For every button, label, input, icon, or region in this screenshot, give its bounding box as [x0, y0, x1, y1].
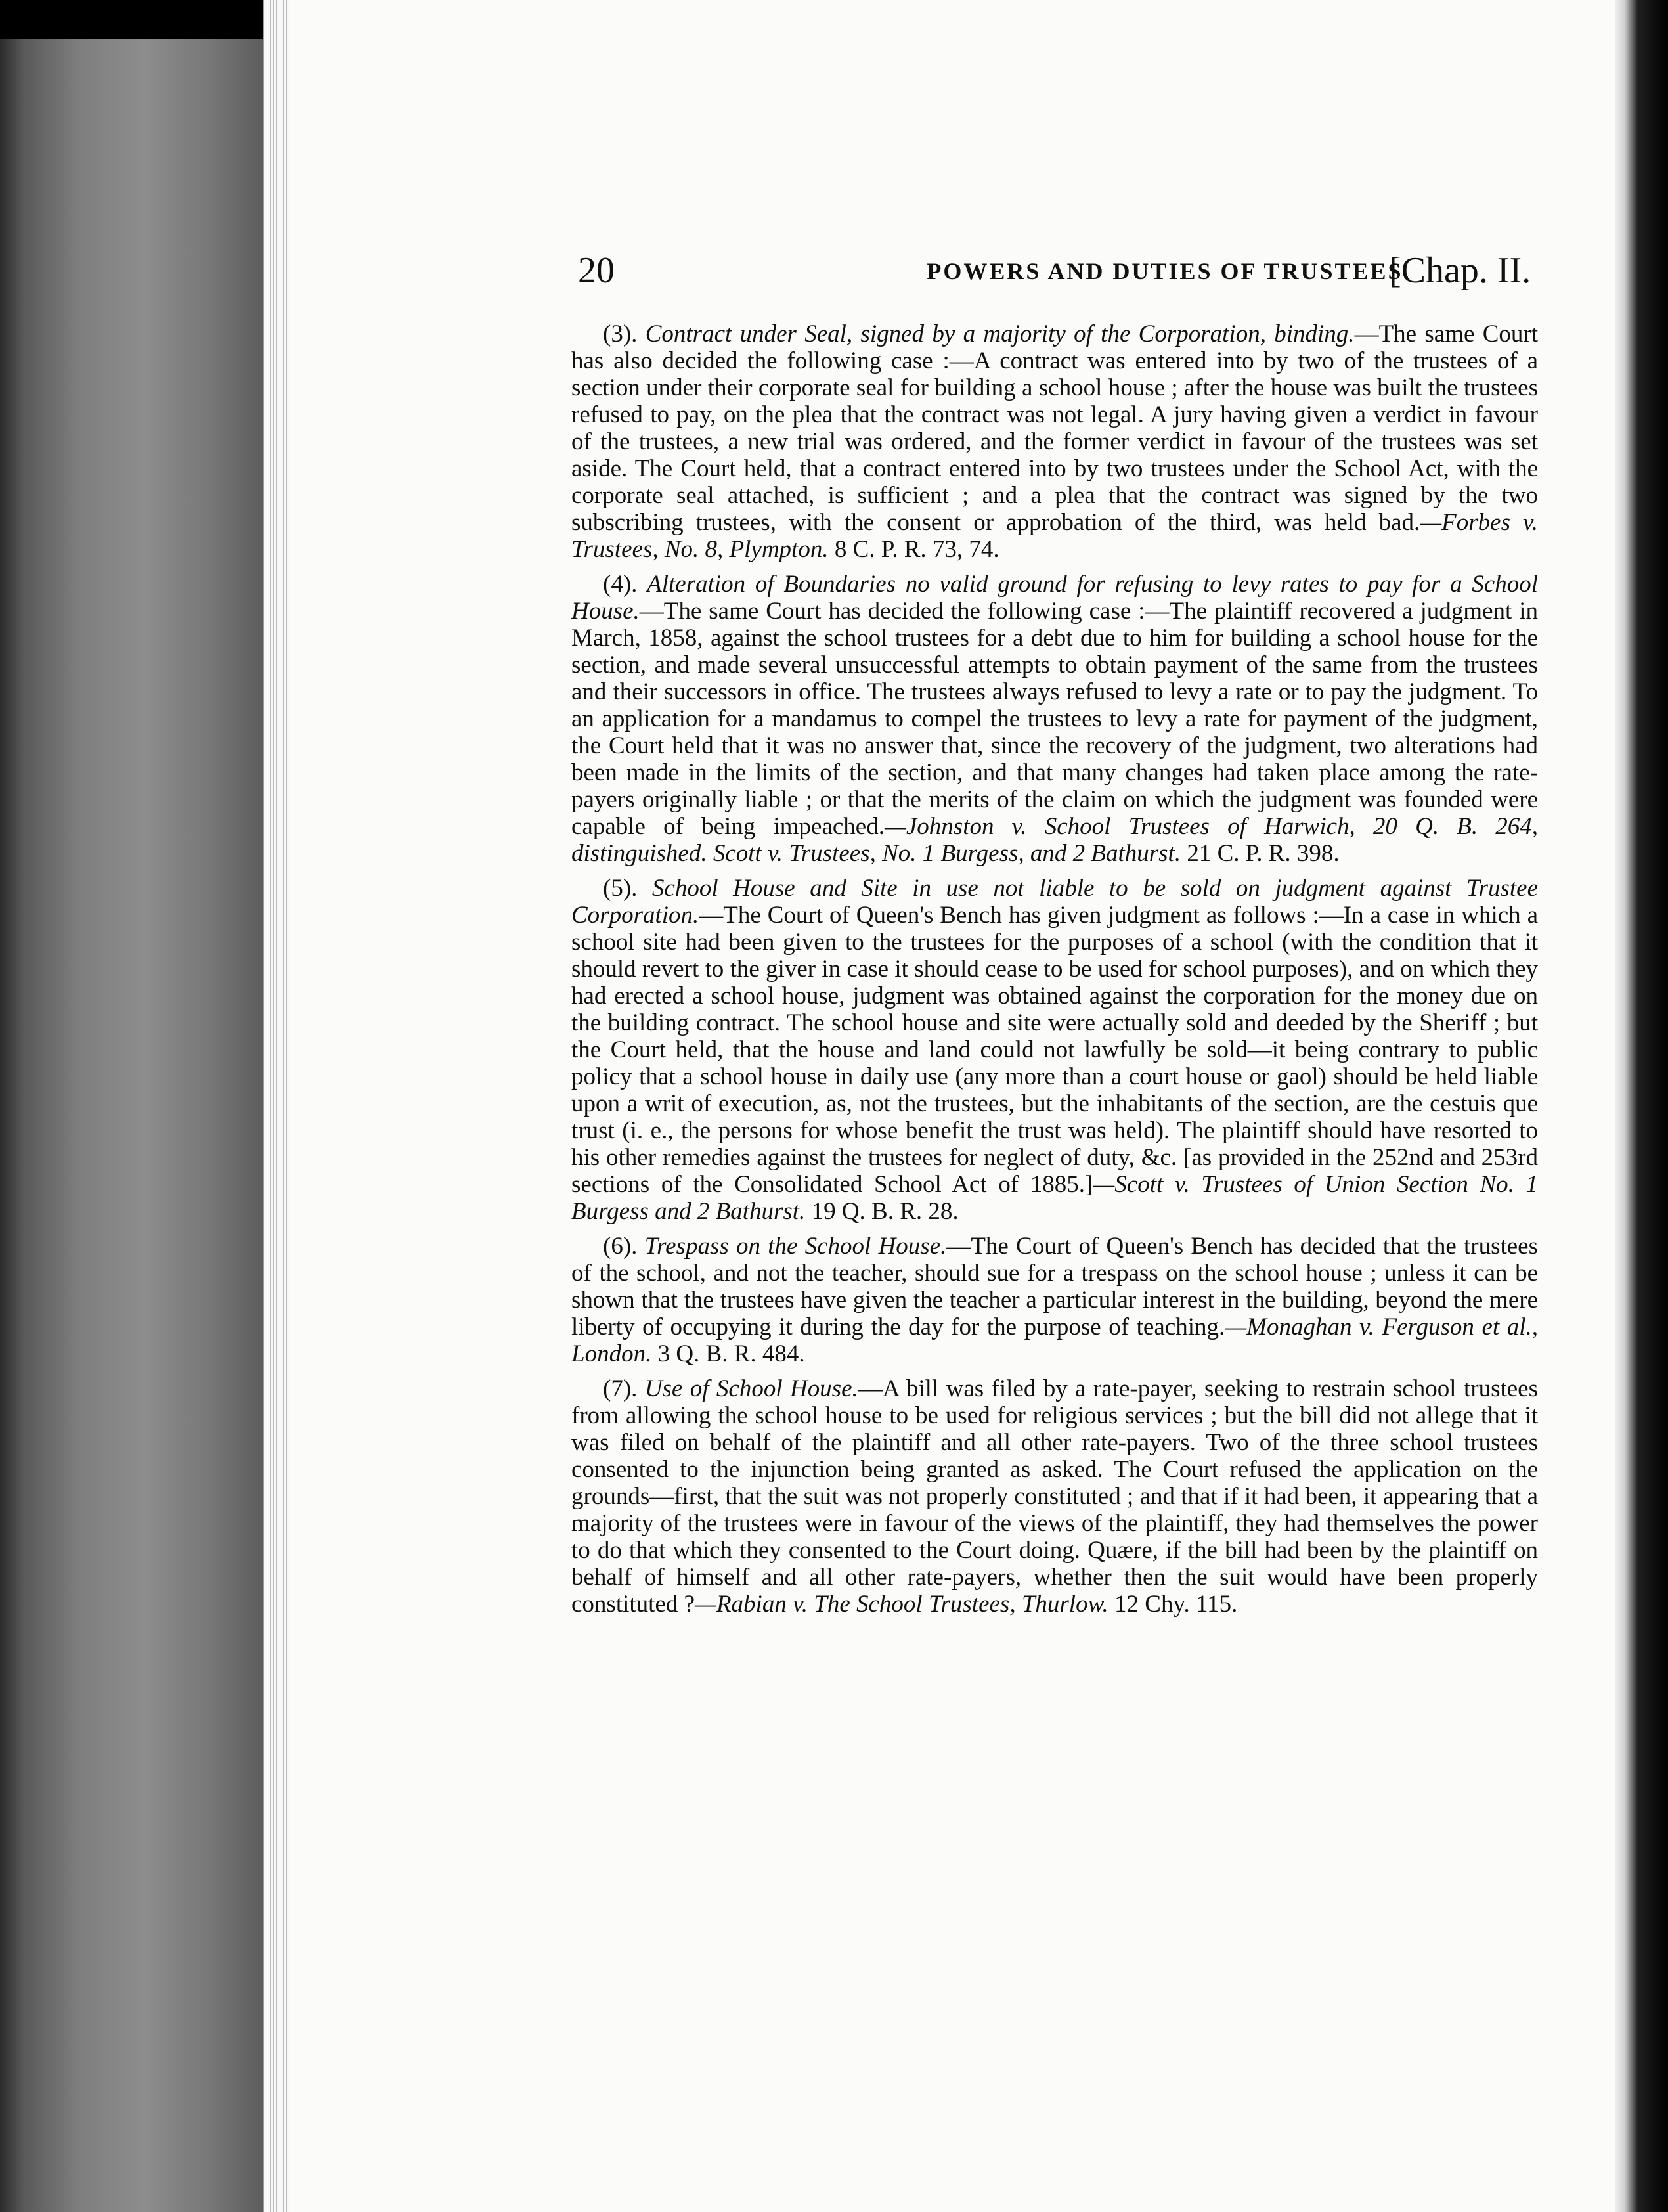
case-citation: —Rabian v. The School Trustees, Thurlow. [695, 1591, 1108, 1618]
paragraph-heading: Use of School House. [644, 1375, 858, 1402]
paragraph-number: (5). [603, 875, 638, 902]
law-report-reference: 3 Q. B. R. 484. [657, 1340, 805, 1367]
paragraph-heading: School House and Site in use not liable to be sold on judgment against Trustee Corporation. [571, 875, 1538, 929]
paragraph-heading: Contract under Seal, signed by a majority of the Corporation, binding. [645, 321, 1355, 347]
case-citation: —Scott v. Trustees of Union Section No. 1 Burgess and 2 Bathurst. [571, 1171, 1539, 1225]
paragraph-number: (3). [603, 321, 638, 347]
case-citation: —Monaghan v. Ferguson et al., London. [571, 1314, 1539, 1367]
chapter-label: [Chap. II. [1389, 250, 1531, 291]
paragraph-4 [571, 571, 1538, 867]
paragraph-number: (4). [603, 571, 638, 598]
paragraph-7 [571, 1375, 1538, 1618]
paragraph-number: (6). [603, 1233, 638, 1260]
law-report-reference: 8 C. P. R. 73, 74. [834, 536, 999, 563]
paragraph-body: —The Court of Queen's Bench has given judgment as follows :—In a case in which a school site had been given to the trustees for the purposes of a school (with the condition that it should revert to the giver in case it should cease to be used for school purposes), and on which they had erected a school house, judgment was obtained against the corporation for the money due on the building contract. The school house and site were actually sold and deeded by the Sheriff ; but the Court held, that the house and land could not lawfully be sold—it being contrary to public policy that a school house in daily use (any more than a court house or gaol) should be held liable upon a writ of execution, as, not the trustees, but the inhabitants of the section, are the cestuis que trust (i. e., the persons for whose benefit the trust was held). The plaintiff should have resorted to his other remedies against the trustees for neglect of duty, &c. [as provided in the 252nd and 253rd sections of the Consolidated School Act of 1885.] [571, 902, 1538, 1198]
case-citation: —Forbes v. Trustees, No. 8, Plympton. [571, 509, 1538, 563]
paragraph-3 [571, 321, 1538, 563]
paragraph-6 [571, 1233, 1538, 1367]
paragraph-body: —The same Court has decided the following case :—The plaintiff recovered a judgment in March, 1858, against the school trustees for a debt due to him for building a school house for the section, and made several unsuccessful attempts to obtain payment of the same from the trustees and their successors in office. The trustees always refused to levy a rate or to pay the judgment. To an application for a mandamus to compel the trustees to levy a rate for payment of the judgment, the Court held that it was no answer that, since the recovery of the judgment, two alterations had been made in the limits of the section, and that many changes had taken place among the rate-payers originally liable ; or that the merits of the claim on which the judgment was founded were capable of being impeached. [571, 598, 1538, 840]
page-edges [263, 0, 290, 2212]
paragraph-body: —The Court of Queen's Bench has decided that the trustees of the school, and not the teacher, should sue for a trespass on the school house ; unless it can be shown that the trustees have given the teacher a particular interest in the building, beyond the mere liberty of occupying it during the day for the purpose of teaching. [571, 1233, 1538, 1340]
paragraph-body: —The same Court has also decided the following case :—A contract was entered into by two of the trustees of a section under their corporate seal for building a school house ; after the house was built the trustees refused to pay, on the plea that the contract was not legal. A jury having given a verdict in favour of the trustees, a new trial was ordered, and the former verdict in favour of the trustees was set aside. The Court held, that a contract entered into by two trustees under the School Act, with the corporate seal attached, is sufficient ; and a plea that the contract was signed by the two subscribing trustees, with the consent or approbation of the third, was held bad. [571, 321, 1538, 536]
page-header [289, 250, 1537, 302]
case-citation: —Johnston v. School Trustees of Harwich, 20 Q. B. 264, distinguished. Scott v. Trustees, No. 1 Burgess, and 2 Bathurst. [571, 813, 1538, 867]
paragraph-body: —A bill was filed by a rate-payer, seeking to restrain school trustees from allowing the school house to be used for religious services ; but the bill did not allege that it was filed on behalf of the plaintiff and all other rate-payers. Two of the three school trustees consented to the injunction being granted as asked. The Court refused the application on the grounds—first, that the suit was not properly constituted ; and that if it had been, it appearing that a majority of the trustees were in favour of the views of the plaintiff, they had themselves the power to do that which they consented to the Court doing. Quære, if the bill had been by the plaintiff on behalf of himself and all other rate-payers, whether then the suit would have been properly constituted ? [571, 1375, 1538, 1618]
scan-border-top [0, 0, 263, 39]
law-report-reference: 21 C. P. R. 398. [1187, 840, 1340, 867]
law-report-reference: 12 Chy. 115. [1114, 1591, 1238, 1618]
page-body [571, 321, 1538, 1626]
paragraph-number: (7). [603, 1375, 638, 1402]
scan-border-right [1615, 0, 1668, 2212]
running-title: POWERS AND DUTIES OF TRUSTEES. [927, 258, 1411, 284]
page-number: 20 [578, 250, 615, 291]
paragraph-5 [571, 875, 1538, 1225]
paragraph-heading: Trespass on the School House. [644, 1233, 947, 1260]
book-spine-margin [0, 0, 263, 2212]
paragraph-heading: Alteration of Boundaries no valid ground for refusing to levy rates to pay for a School House. [571, 571, 1538, 625]
law-report-reference: 19 Q. B. R. 28. [811, 1198, 959, 1225]
